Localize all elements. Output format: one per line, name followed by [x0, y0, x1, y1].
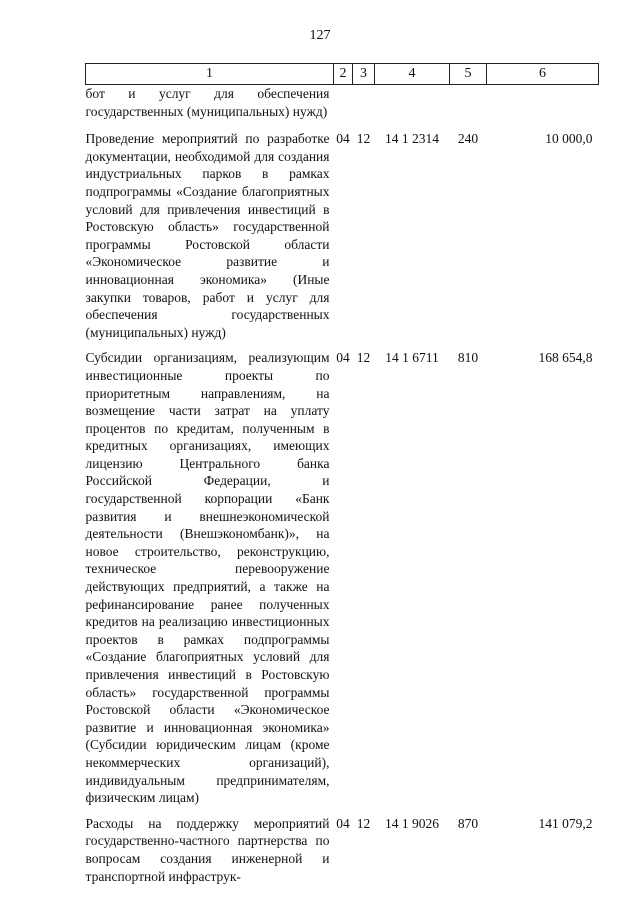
table-header-row	[86, 64, 599, 85]
row-section	[334, 85, 353, 131]
row-section: 04	[336, 815, 350, 831]
table-row	[86, 85, 599, 131]
column-header-4: 4	[375, 64, 450, 85]
row-description: бот и услуг для обеспечения государственных (муниципальных) нужд)	[85, 86, 330, 119]
row-expense-type: 810	[457, 350, 479, 366]
row-section: 04	[336, 350, 350, 366]
row-expense-type: 240	[457, 131, 479, 147]
row-subsection	[353, 85, 375, 131]
row-amount: 10 000,0	[545, 131, 593, 147]
column-header-5: 5	[450, 64, 487, 85]
row-target-code	[375, 85, 450, 131]
row-subsection: 12	[356, 350, 371, 366]
row-target-code: 14 1 6711	[385, 350, 439, 366]
row-amount	[487, 85, 599, 131]
row-expense-type	[450, 85, 487, 131]
row-subsection: 12	[356, 815, 371, 831]
table-row	[86, 130, 599, 349]
row-target-code: 14 1 2314	[385, 131, 439, 147]
table-row	[86, 349, 599, 814]
page-number: 127	[309, 28, 331, 43]
column-header-3: 3	[353, 64, 375, 85]
column-header-2: 2	[334, 64, 353, 85]
row-subsection: 12	[356, 131, 371, 147]
row-amount: 141 079,2	[538, 815, 593, 831]
row-section: 04	[336, 131, 350, 147]
row-expense-type: 870	[457, 815, 479, 831]
row-amount: 168 654,8	[538, 350, 593, 366]
row-description: Субсидии организациям, реализующим инвестиционные проекты по приоритетным направлениям, на возмещение части затрат на уплату процентов по кредитам, полученным в кредитных организациях, имеющих лицензию Центрального банка Российской Федерации, и государственной корпорации «Банк развития и внешнеэкономической деятельности (Внешэкономбанк)», на новое строительство, реконструкцию, техническое перевооружение действующих предприятий, а также на рефинансирование ранее полученных кредитов на реализацию инвестиционных проектов в рамках подпрограммы «Создание благоприятных условий для привлечения инвестиций в Ростовскую область» государственной программы Ростовской области «Экономическое развитие и инновационная экономика» (Субсидии юридическим лицам (кроме некоммерческих организаций), индивидуальным предпринимателям, физическим лицам)	[85, 350, 330, 806]
column-header-6: 6	[487, 64, 599, 85]
row-description: Расходы на поддержку мероприятий государственно-частного партнерства по вопросам создания инженерной и транспортной инфраструк-	[85, 815, 330, 884]
column-header-1: 1	[86, 64, 334, 85]
row-description: Проведение мероприятий по разработке документации, необходимой для создания индустриальных парков в рамках подпрограммы «Создание благоприятных условий для привлечения инвестиций в Ростовскую область» государственной программы Ростовской области «Экономическое развитие и инновационная экономика» (Иные закупки товаров, работ и услуг для обеспечения государственных (муниципальных) нужд)	[85, 131, 330, 340]
row-target-code: 14 1 9026	[385, 815, 439, 831]
table-row	[86, 815, 599, 893]
budget-table	[85, 63, 599, 893]
